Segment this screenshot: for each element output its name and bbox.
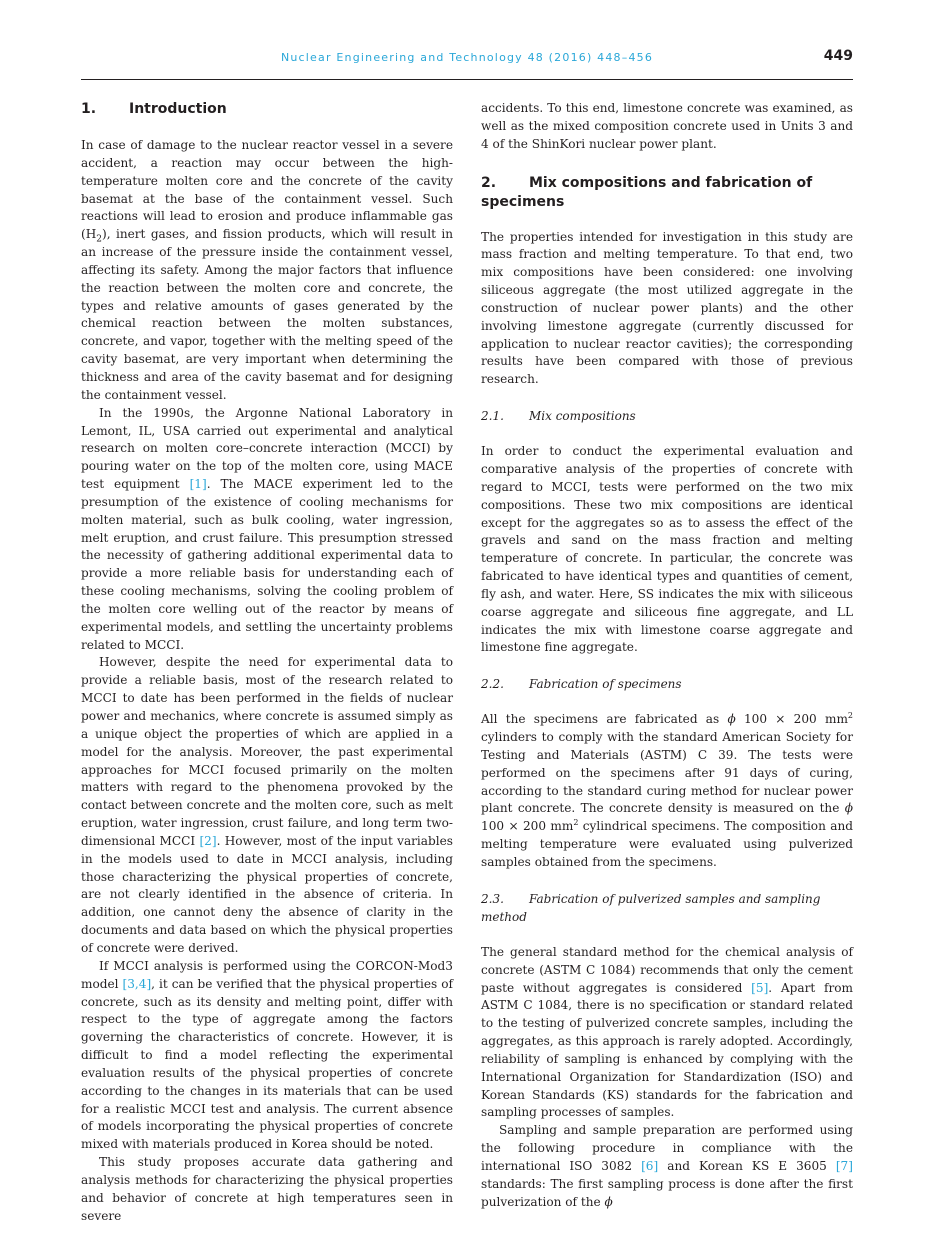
page-number: 449 — [823, 48, 853, 64]
citation-link[interactable]: [6] — [641, 1158, 659, 1173]
section-2-heading — [481, 174, 853, 212]
paragraph: The properties intended for investigation in this study are mass fraction and melting temperature. To that end, two mix compositions have been considered: one involving siliceous aggregate (the most utilized aggregate in the construction of nuclear power plants) and the other involving limestone aggregate (currently discussed for application to nuclear reactor cavities); the corresponding results have been compared with those of previous research. — [481, 229, 853, 387]
citation-link[interactable]: [1] — [189, 477, 207, 492]
citation-link[interactable]: [2] — [199, 833, 217, 848]
right-column — [481, 100, 853, 1212]
subsection-title: Fabrication of specimens — [529, 677, 682, 692]
section-number: 2. — [481, 174, 497, 191]
paragraph: The general standard method for the chemical analysis of concrete (ASTM C 1084) recommends that only the cement paste without aggregates is considered [5]. Apart from ASTM C 1084, there is no specification or standard related to the testing of pulverized concrete samples, including the aggregates, as this approach is rarely adopted. Accordingly, reliability of sampling is enhanced by complying with the International Organization for Standardization (ISO) and Korean Standards (KS) standards for the fabrication and sampling processes of samples. — [481, 944, 853, 1120]
paragraph: However, despite the need for experimental data to provide a reliable basis, most of the research related to MCCI to date has been performed in the fields of nuclear power and mechanics, where concrete is assumed simply as a unique object the properties of which are applied in a model for the analysis. Moreover, the past experimental approaches for MCCI focused primarily on the molten matters with regard to the phenomena provoked by the contact between concrete and the molten core, such as melt eruption, water ingression, crust failure, and long term two-dimensional MCCI [2]. However, most of the input variables in the models used to date in MCCI analysis, including those characterizing the physical properties of concrete, are not clearly identified in the absence of criteria. In addition, one cannot deny the absence of clarity in the documents and data based on which the physical properties of concrete were derived. — [81, 655, 453, 955]
paragraph: Sampling and sample preparation are performed using the following procedure in compliance with the international ISO 3082 [6] and Korean KS E 3605 [7] standards: The first sampling process is done after the first pulverization of the ϕ — [481, 1123, 853, 1209]
citation-link[interactable]: [7] — [835, 1158, 853, 1173]
subsection-number: 2.2. — [481, 677, 504, 692]
citation-link[interactable]: [3,4] — [122, 976, 152, 991]
paragraph: If MCCI analysis is performed using the CORCON-Mod3 model [3,4], it can be verified that the physical properties of concrete, such as its density and melting point, differ with respect to the type of aggregate among the factors governing the characteristics of concrete. However, it is difficult to find a model reflecting the experimental evaluation results of the physical properties of concrete according to the changes in its materials that can be used for a realistic MCCI test and analysis. The current absence of models incorporating the physical properties of concrete mixed with materials produced in Korea should be noted. — [81, 958, 453, 1152]
paragraph: In the 1990s, the Argonne National Laboratory in Lemont, IL, USA carried out experimental and analytical research on molten core–concrete interaction (MCCI) by pouring water on the top of the molten core, using MACE test equipment [1]. The MACE experiment led to the presumption of the existence of cooling mechanisms for molten material, such as bulk cooling, water ingression, melt eruption, and crust failure. This presumption stressed the necessity of gathering additional experimental data to provide a more reliable basis for understanding each of these cooling mechanisms, solving the cooling problem of the molten core welling out of the reactor by means of experimental models, and settling the uncertainty problems related to MCCI. — [81, 405, 453, 652]
subsection-title: Fabrication of pulverized samples and sampling method — [481, 891, 821, 924]
subsection-number: 2.3. — [481, 891, 504, 906]
paragraph: All the specimens are fabricated as ϕ 100 × 200 $mm^2$ cylinders to comply with the standard American Society for Testing and Materials (ASTM) C 39. The tests were performed on the specimens after 91 days of curing, according to the standard curing method for nuclear power plant concrete. The concrete density is measured on the ϕ 100 × 200 $mm^2$ cylindrical specimens. The composition and melting temperature were evaluated using pulverized samples obtained from the specimens. — [481, 711, 853, 869]
left-column — [81, 100, 453, 1225]
paragraph: In order to conduct the experimental evaluation and comparative analysis of the properties of concrete with regard to MCCI, tests were performed on the two mix compositions. These two mix compositions are identical except for the aggregates so as to assess the effect of the gravels and sand on the mass fraction and melting temperature of concrete. In particular, the concrete was fabricated to have identical types and quantities of cement, fly ash, and water. Here, SS indicates the mix with siliceous coarse aggregate and siliceous fine aggregate, and LL indicates the mix with limestone coarse aggregate and limestone fine aggregate. — [481, 444, 853, 655]
section-title: Mix compositions and fabrication of specimens — [481, 174, 813, 210]
citation-link[interactable]: [5] — [751, 980, 769, 995]
section-title: Introduction — [129, 101, 227, 117]
subsection-2-2-heading — [481, 675, 853, 693]
section-number: 1. — [81, 101, 97, 117]
paragraph: This study proposes accurate data gathering and analysis methods for characterizing the physical properties and behavior of concrete at high temperatures seen in severe — [81, 1155, 453, 1223]
subsection-number: 2.1. — [481, 409, 504, 424]
section-1-heading — [81, 100, 453, 119]
journal-citation: Nuclear Engineering and Technology 48 (2016) 448–456 — [280, 51, 654, 64]
header-rule — [81, 79, 853, 80]
running-header — [81, 48, 853, 74]
subsection-2-3-heading — [481, 890, 853, 926]
subsection-2-1-heading — [481, 407, 853, 425]
paragraph-continued: accidents. To this end, limestone concrete was examined, as well as the mixed composition concrete used in Units 3 and 4 of the ShinKori nuclear power plant. — [481, 101, 853, 151]
subsection-title: Mix compositions — [529, 409, 636, 424]
paragraph: In case of damage to the nuclear reactor vessel in a severe accident, a reaction may occur between the high-temperature molten core and the concrete of the cavity basemat at the base of the containment vessel. Such reactions will lead to erosion and produce inflammable gas $(H_2)$, inert gases, and fission products, which will result in an increase of the pressure inside the containment vessel, affecting its safety. Among the major factors that influence the reaction between the molten core and concrete, the types and relative amounts of gases generated by the chemical reaction between the molten substances, concrete, and vapor, together with the melting speed of the cavity basemat, are very important when determining the thickness and area of the cavity basemat and for designing the containment vessel. — [81, 138, 453, 402]
